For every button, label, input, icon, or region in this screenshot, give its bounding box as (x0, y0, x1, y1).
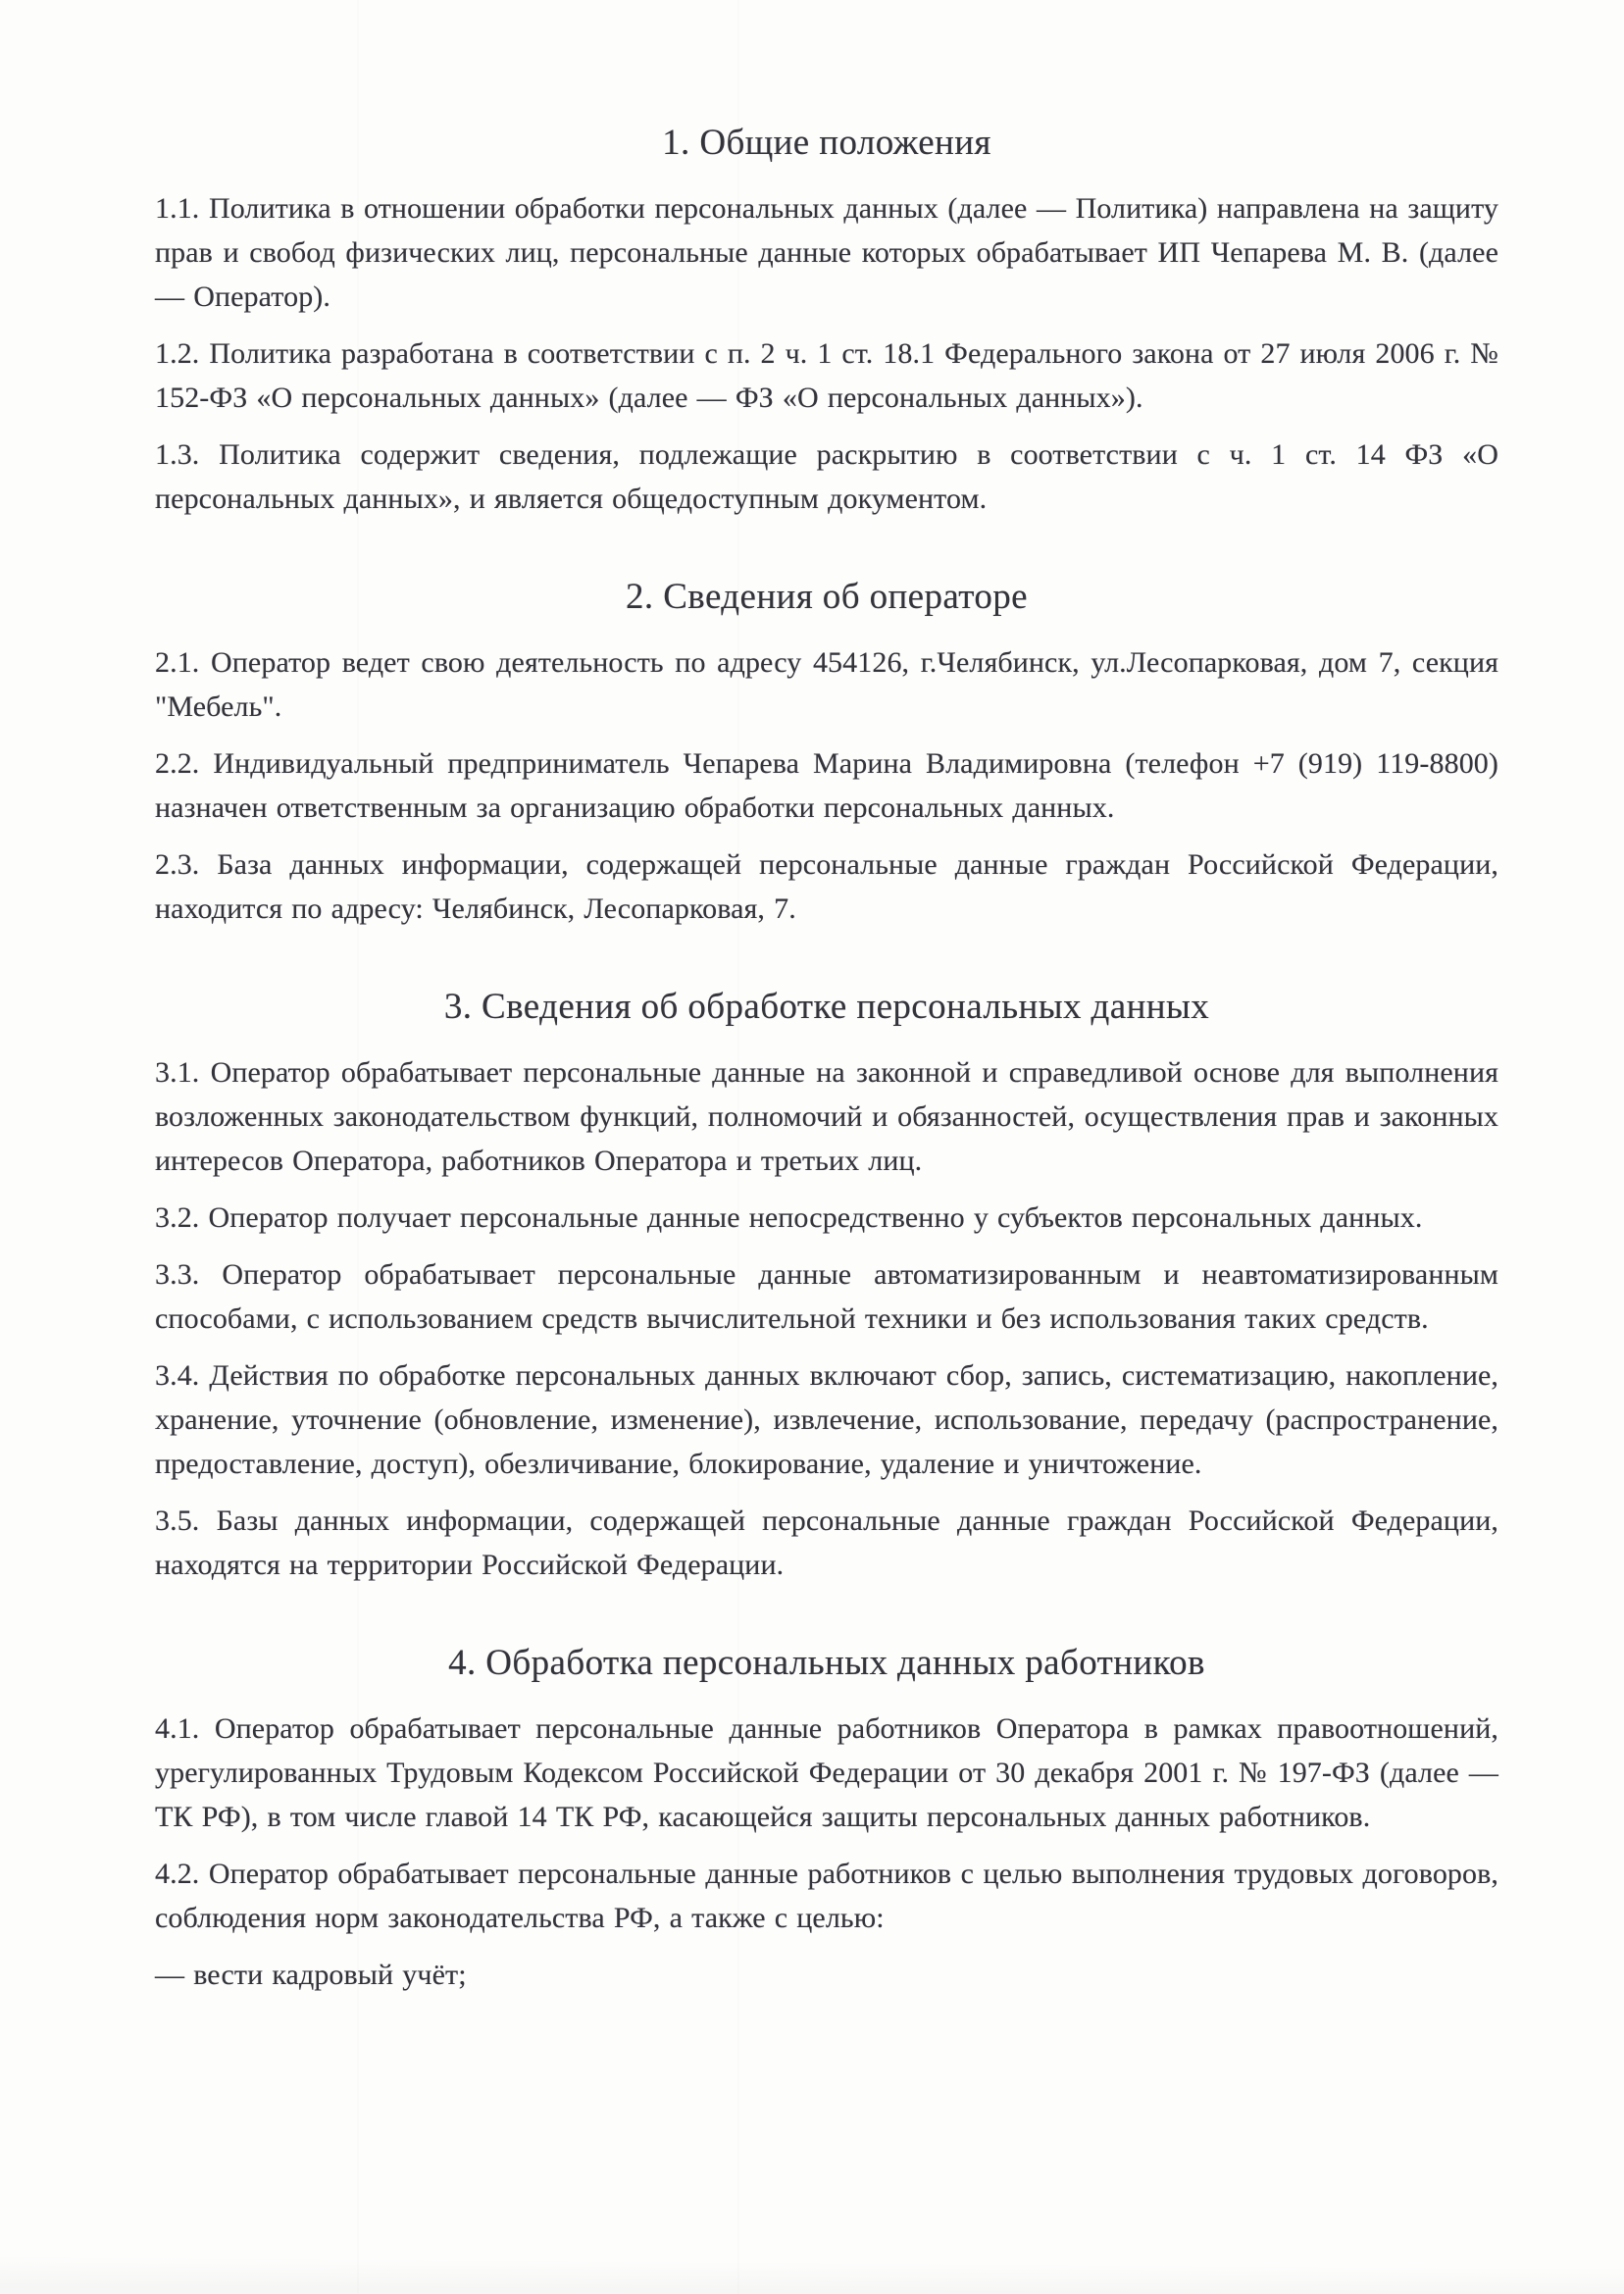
section-operator-info (155, 576, 1498, 931)
paragraph-3-4: 3.4. Действия по обработке персональных данных включают сбор, запись, систематизацию, накопление, хранение, уточнение (обновление, изменение), извлечение, использование, передачу (распространение, предоставление, доступ), обезличивание, блокирование, удаление и уничтожение. (155, 1359, 1498, 1480)
section-general-provisions (155, 122, 1498, 521)
section-processing-info (155, 986, 1498, 1587)
paragraph-2-1: 2.1. Оператор ведет свою деятельность по адресу 454126, г.Челябинск, ул.Лесопарковая, дом 7, секция "Мебель". (155, 646, 1498, 723)
section-title-employee-data: 4. Обработка персональных данных работников (448, 1643, 1205, 1683)
paragraph-1-3: 1.3. Политика содержит сведения, подлежащие раскрытию в соответствии с ч. 1 ст. 14 ФЗ «О персональных данных», и является общедоступным документом. (155, 438, 1498, 515)
paragraph-1-1: 1.1. Политика в отношении обработки персональных данных (далее — Политика) направлена на защиту прав и свобод физических лиц, персональные данные которых обрабатывает ИП Чепарева М. В. (далее — Оператор). (155, 192, 1498, 313)
paragraph-3-2: 3.2. Оператор получает персональные данные непосредственно у субъектов персональных данных. (155, 1201, 1423, 1234)
paragraph-2-2: 2.2. Индивидуальный предприниматель Чепарева Марина Владимировна (телефон +7 (919) 119-8800) назначен ответственным за организацию обработки персональных данных. (155, 747, 1498, 824)
section-title-general-provisions: 1. Общие положения (662, 123, 991, 163)
paragraph-2-3: 2.3. База данных информации, содержащей персональные данные граждан Российской Федерации, находится по адресу: Челябинск, Лесопарковая, 7. (155, 848, 1498, 925)
section-title-operator-info: 2. Сведения об операторе (626, 577, 1028, 617)
page-edge-shadow (0, 2255, 1624, 2294)
paragraph-3-5: 3.5. Базы данных информации, содержащей персональные данные граждан Российской Федерации, находятся на территории Российской Федерации. (155, 1504, 1498, 1581)
paragraph-4-1: 4.1. Оператор обрабатывает персональные данные работников Оператора в рамках правоотношений, урегулированных Трудовым Кодексом Российской Федерации от 30 декабря 2001 г. № 197-ФЗ (далее — ТК РФ), в том числе главой 14 ТК РФ, касающейся защиты персональных данных работников. (155, 1712, 1498, 1833)
section-employee-data (155, 1642, 1498, 1997)
paragraph-3-3: 3.3. Оператор обрабатывает персональные данные автоматизированным и неавтоматизированным способами, с использованием средств вычислительной техники и без использования таких средств. (155, 1258, 1498, 1335)
list-item-hr-records: — вести кадровый учёт; (155, 1959, 467, 1991)
paragraph-1-2: 1.2. Политика разработана в соответствии с п. 2 ч. 1 ст. 18.1 Федерального закона от 27 июля 2006 г. № 152-ФЗ «О персональных данных» (далее — ФЗ «О персональных данных»). (155, 337, 1498, 414)
paragraph-3-1: 3.1. Оператор обрабатывает персональные данные на законной и справедливой основе для выполнения возложенных законодательством функций, полномочий и обязанностей, осуществления прав и законных интересов Оператора, работников Оператора и третьих лиц. (155, 1056, 1498, 1177)
section-title-processing-info: 3. Сведения об обработке персональных данных (443, 987, 1210, 1027)
paragraph-4-2: 4.2. Оператор обрабатывает персональные данные работников с целью выполнения трудовых договоров, соблюдения норм законодательства РФ, а также с целью: (155, 1858, 1498, 1934)
